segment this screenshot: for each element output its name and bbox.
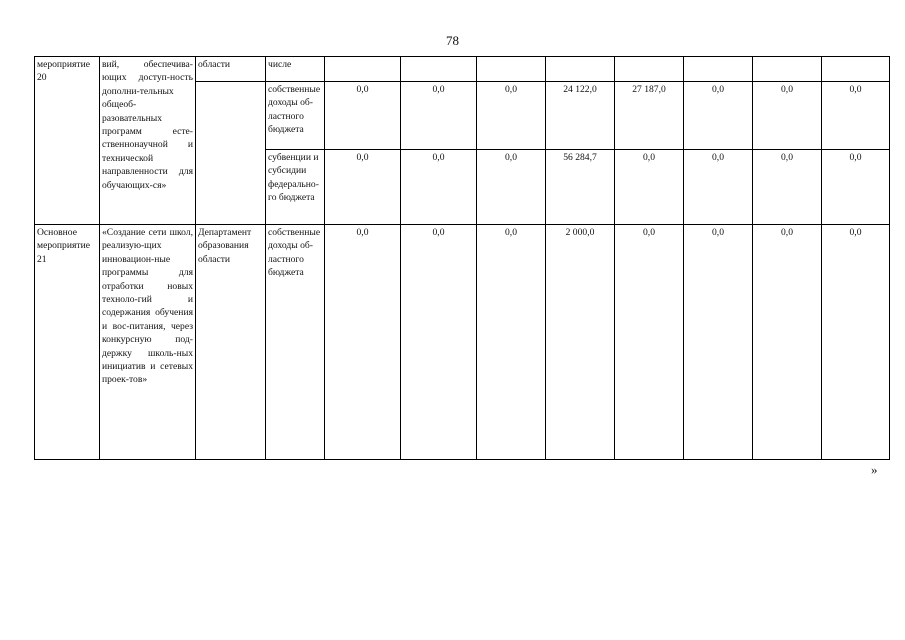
table-row <box>35 225 890 460</box>
value-cell: 0,0 <box>477 225 546 460</box>
value-cell: 0,0 <box>477 82 546 150</box>
value-cell: 0,0 <box>325 150 401 225</box>
value-cell: 0,0 <box>477 150 546 225</box>
value-cell: 0,0 <box>753 150 822 225</box>
executor-cell: области <box>196 57 266 82</box>
value-cell: 0,0 <box>684 225 753 460</box>
value-cell: 0,0 <box>684 82 753 150</box>
value-cell <box>615 57 684 82</box>
executor-cell <box>196 82 266 225</box>
value-cell: 2 000,0 <box>546 225 615 460</box>
source-cell: числе <box>266 57 325 82</box>
value-cell: 0,0 <box>401 150 477 225</box>
source-cell: собственные доходы об-ластного бюджета <box>266 225 325 460</box>
source-cell: субвенции и субсидии федерально-го бюджета <box>266 150 325 225</box>
value-cell: 0,0 <box>401 82 477 150</box>
value-cell <box>684 57 753 82</box>
value-cell: 0,0 <box>753 82 822 150</box>
value-cell: 0,0 <box>753 225 822 460</box>
description-cell: «Создание сети школ, реализую-щих инновацион-ные программы для отработки новых техноло-гий и содержания обучения и вос-питания, через конкурсную под-держку школь-ных инициатив и сетевых проек-тов» <box>100 225 196 460</box>
value-cell: 0,0 <box>325 82 401 150</box>
value-cell: 0,0 <box>401 225 477 460</box>
page-number: 78 <box>446 33 459 48</box>
value-cell <box>401 57 477 82</box>
value-cell: 0,0 <box>684 150 753 225</box>
value-cell: 0,0 <box>822 225 890 460</box>
value-cell: 0,0 <box>615 150 684 225</box>
value-cell: 0,0 <box>325 225 401 460</box>
value-cell <box>325 57 401 82</box>
measure-cell: Основное мероприятие 21 <box>35 225 100 460</box>
value-cell <box>546 57 615 82</box>
value-cell <box>822 57 890 82</box>
value-cell <box>477 57 546 82</box>
table-row <box>35 57 890 82</box>
source-cell: собственные доходы об-ластного бюджета <box>266 82 325 150</box>
value-cell: 0,0 <box>822 82 890 150</box>
value-cell: 0,0 <box>615 225 684 460</box>
value-cell: 56 284,7 <box>546 150 615 225</box>
description-cell: вий, обеспечива-ющих доступ-ность дополни-тельных общеоб-разовательных программ есте-ственнонаучной и технической направленности для обучающих-ся» <box>100 57 196 225</box>
measure-cell: мероприятие 20 <box>35 57 100 225</box>
executor-cell: Департамент образования области <box>196 225 266 460</box>
value-cell: 24 122,0 <box>546 82 615 150</box>
closing-quote-mark: » <box>871 462 878 477</box>
value-cell <box>753 57 822 82</box>
budget-table <box>34 56 890 460</box>
value-cell: 0,0 <box>822 150 890 225</box>
value-cell: 27 187,0 <box>615 82 684 150</box>
